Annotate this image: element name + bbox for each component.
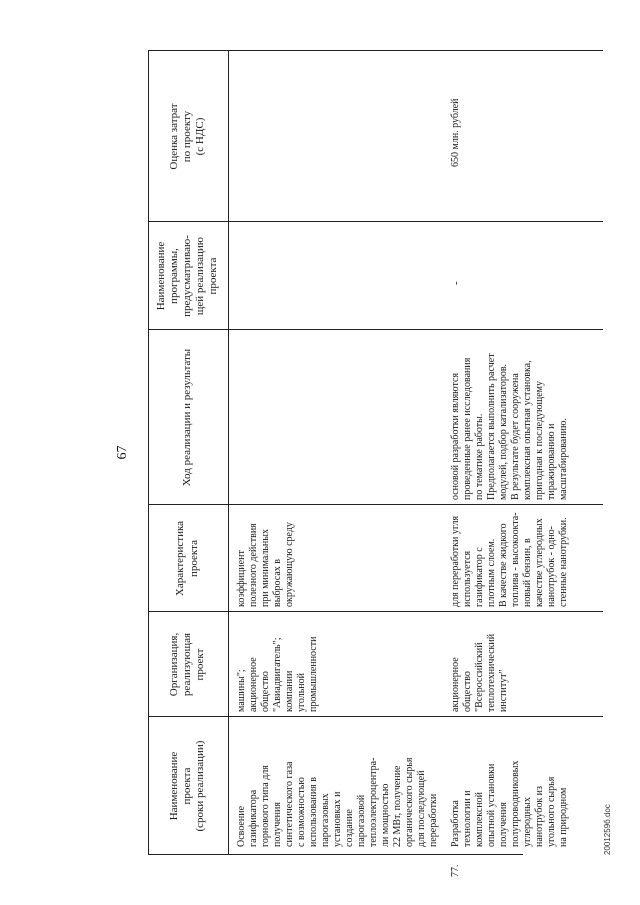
row1-characteristics: коэффициент полезного действия при минимальных выбросах в окружающую среду bbox=[236, 522, 295, 607]
column-divider bbox=[148, 611, 603, 612]
header-characteristics: Характеристика проекта bbox=[174, 520, 200, 597]
header-project-name: Наименование проекта (сроки реализации) bbox=[167, 740, 207, 832]
row2-number: 77. bbox=[450, 864, 461, 877]
rotated-content bbox=[55, 50, 615, 877]
footer-filename: 2001259б.doc bbox=[603, 804, 612, 855]
row1-organization: машины"; акционерное общество "Авиадвигатель"; компании угольной промышленности bbox=[236, 636, 319, 712]
header-cost: Оценка затрат по проекту (с НДС) bbox=[167, 103, 207, 170]
column-divider bbox=[148, 221, 603, 222]
header-progress-results: Ход реализации и результаты bbox=[180, 348, 193, 487]
table-border-top bbox=[148, 50, 149, 855]
header-organization: Организация, реализующая проект bbox=[167, 632, 207, 697]
column-divider bbox=[148, 329, 603, 330]
table-border-left bbox=[148, 854, 523, 855]
row2-organization: акционерное общество "Всероссийский теплотехнический институт" bbox=[450, 633, 509, 712]
row1-project-name: Освоение газификатора горнового типа для получения синтетического газа с возможностью использования в парогазовых установках и создание парогазовой теплоэлектроцентра- ли мощностью 22 МВт, получение органического сырья для последующей переработки bbox=[236, 757, 439, 847]
column-divider bbox=[148, 716, 603, 717]
table-border-right bbox=[148, 50, 603, 51]
row2-characteristics: для переработки угля используется газификатор с плотным слоем. В качестве жидкого топлива - высокоокта- новый бензин, в качестве углеродных нанотрубок - одно- стенные нанотрубки. bbox=[450, 512, 569, 607]
row2-program: - bbox=[450, 281, 462, 285]
row2-project-name: Разработка технологии и комплексной опытной установки получения полупроводниковых углеродных нанотрубок из угольного сырья на природном bbox=[450, 760, 569, 847]
row2-progress-results: основой разработки являются проведенные ранее исследования по тематике работы. Предполагается выполнить расчет модулей, подбор катализаторов. В результате будет сооружена комплексная опытная установка, пригодная к последующему тиражированию и масштабированию. bbox=[450, 353, 569, 500]
header-divider bbox=[228, 50, 229, 855]
header-program: Наименование программы, предусматриваю- щей реализацию проекта bbox=[154, 235, 220, 317]
row2-cost: 650 млн. рублей bbox=[450, 98, 461, 167]
page-number: 67 bbox=[115, 445, 130, 460]
project-table bbox=[148, 50, 603, 877]
